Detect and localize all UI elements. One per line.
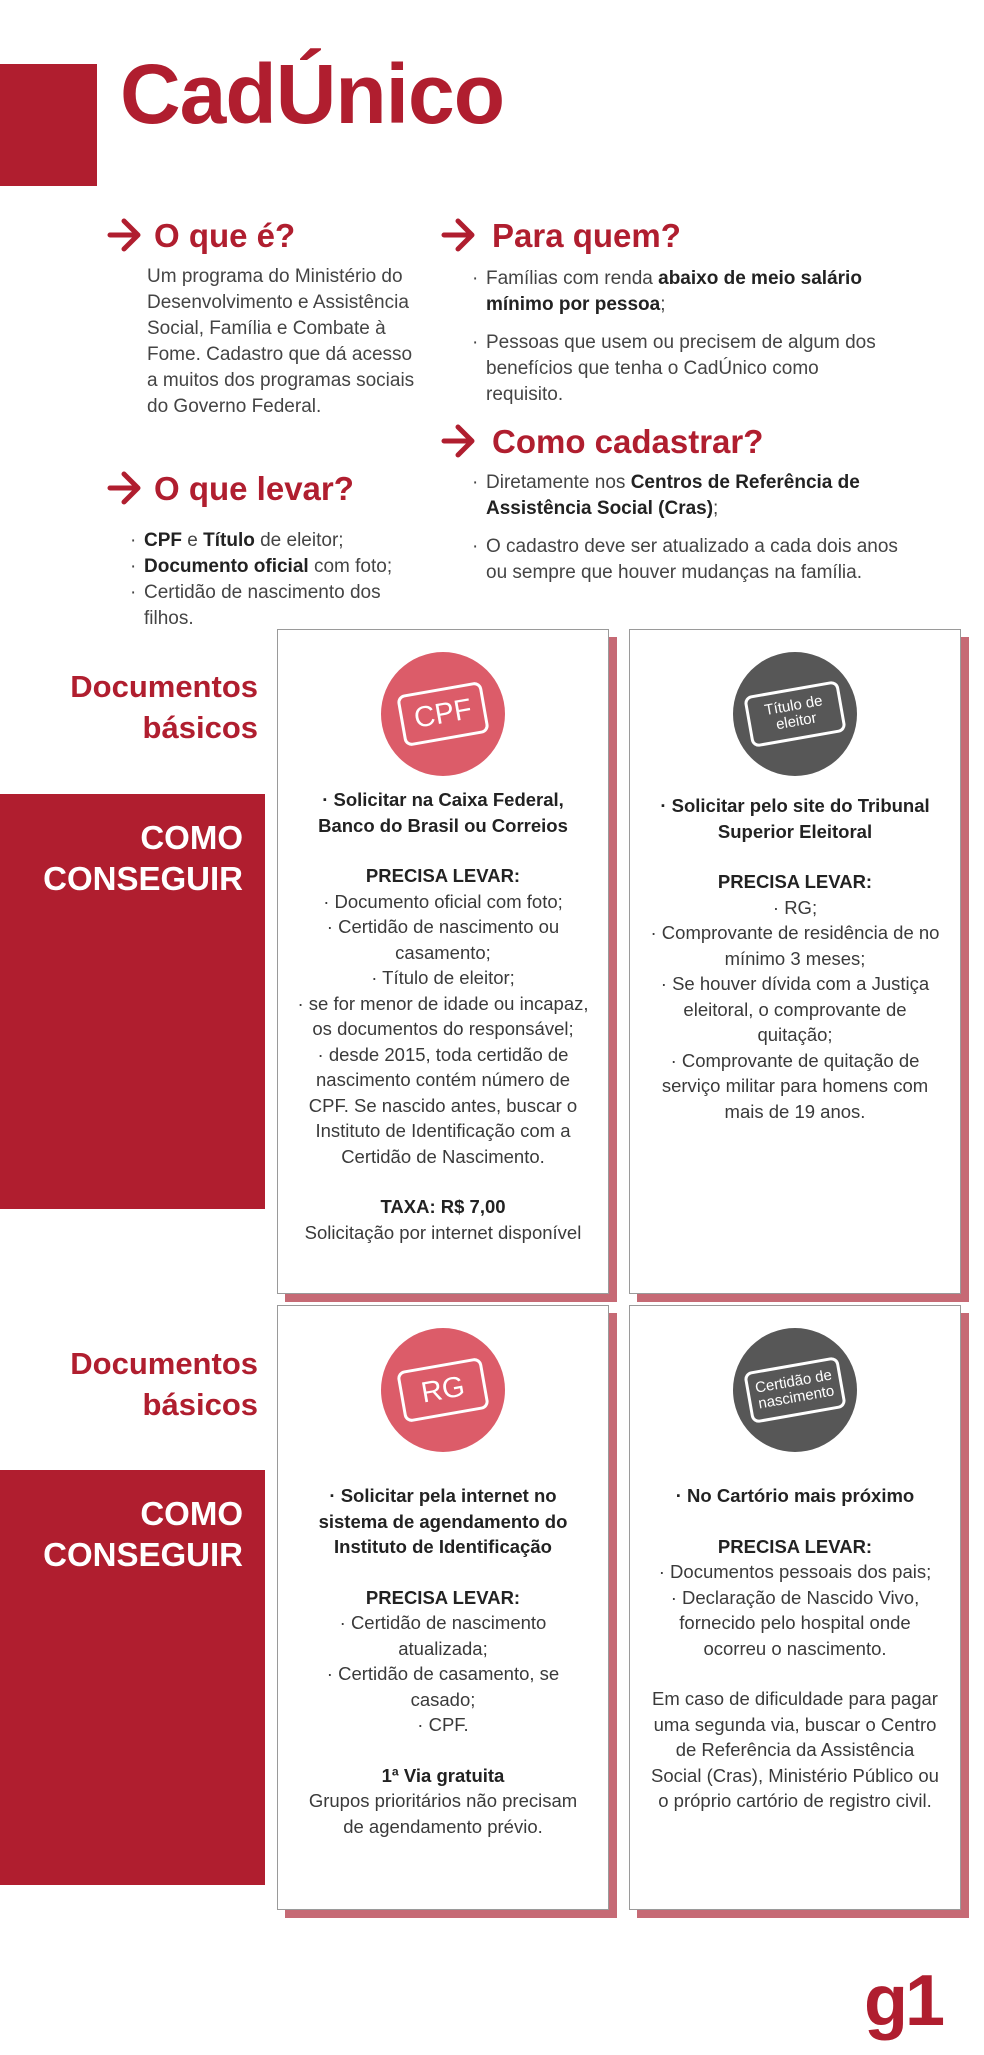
footer-note: Solicitação por internet disponível bbox=[304, 1221, 582, 1243]
arrow-right-icon bbox=[106, 217, 144, 253]
requirement-item: · Certidão de nascimento atualizada; bbox=[339, 1612, 547, 1659]
rg-card bbox=[277, 1305, 609, 1910]
como-conseguir-block bbox=[0, 794, 265, 1209]
document-card-icon: RG bbox=[396, 1357, 490, 1423]
requirement-item: · RG; bbox=[772, 896, 818, 918]
card-headline: · No Cartório mais próximo bbox=[675, 1485, 915, 1506]
documentos-basicos-label: Documentos básicos bbox=[70, 1346, 258, 1422]
cpf-card bbox=[277, 629, 609, 1294]
precisa-levar-label: PRECISA LEVAR: bbox=[365, 865, 521, 886]
requirement-item: · Título de eleitor; bbox=[371, 967, 515, 988]
card-body bbox=[648, 1483, 942, 1814]
requirement-item: · Certidão de casamento, se casado; bbox=[326, 1663, 560, 1710]
precisa-levar-label: PRECISA LEVAR: bbox=[365, 1586, 521, 1608]
page-title: CadÚnico bbox=[120, 47, 505, 141]
requirement-item: · Se houver dívida com a Justiça eleitoral, o comprovante de quitação; bbox=[660, 973, 930, 1045]
o-que-e-heading bbox=[106, 217, 295, 253]
card-body bbox=[296, 787, 590, 1245]
card-body bbox=[296, 1483, 590, 1839]
header-red-block bbox=[0, 64, 97, 186]
como-cadastrar-list bbox=[472, 470, 912, 598]
requirement-item: · desde 2015, toda certidão de nascimento contém número de CPF. Se nascido antes, buscar o Instituto de Identificação com a Certidão de Nascimento. bbox=[308, 1043, 578, 1167]
requirement-item: · Comprovante de quitação de serviço militar para homens com mais de 19 anos. bbox=[661, 1049, 929, 1122]
card-headline: · Solicitar pela internet no sistema de agendamento do Instituto de Identificação bbox=[318, 1485, 568, 1557]
precisa-levar-label: PRECISA LEVAR: bbox=[717, 871, 873, 892]
via-gratuita-label: 1ª Via gratuita bbox=[381, 1764, 505, 1786]
como-cadastrar-title: Como cadastrar? bbox=[492, 422, 764, 460]
documentos-basicos-label: Documentos básicos bbox=[70, 669, 258, 745]
o-que-levar-list bbox=[130, 528, 430, 632]
g1-logo: g1 bbox=[863, 1961, 942, 2041]
titulo-eleitor-badge bbox=[733, 652, 857, 776]
como-conseguir-label: COMO CONSEGUIR bbox=[43, 819, 243, 897]
precisa-levar-label: PRECISA LEVAR: bbox=[717, 1535, 873, 1557]
list-item: · Pessoas que usem ou precisem de algum dos benefícios que tenha o CadÚnico como requisito. bbox=[472, 330, 892, 408]
o-que-levar-heading bbox=[106, 470, 354, 506]
para-quem-title: Para quem? bbox=[492, 216, 681, 254]
como-conseguir-label: COMO CONSEGUIR bbox=[43, 1495, 243, 1573]
requirement-item: · Certidão de nascimento ou casamento; bbox=[326, 916, 560, 963]
requirement-item: · Comprovante de residência de no mínimo 3 meses; bbox=[650, 922, 940, 969]
titulo-eleitor-card bbox=[629, 629, 961, 1294]
list-item: · Certidão de nascimento dos filhos. bbox=[130, 580, 430, 632]
list-item: · Documento oficial com foto; bbox=[130, 554, 430, 580]
rg-badge bbox=[381, 1328, 505, 1452]
document-card-icon: Título de eleitor bbox=[743, 680, 847, 748]
list-item: · Diretamente nos Centros de Referência de Assistência Social (Cras); bbox=[472, 470, 912, 522]
requirement-item: · Documento oficial com foto; bbox=[323, 890, 563, 912]
taxa-label: TAXA: R$ 7,00 bbox=[380, 1196, 506, 1217]
footer-note: Em caso de dificuldade para pagar uma segunda via, buscar o Centro de Referência da Assistência Social (Cras), Ministério Público ou o próprio cartório de registro civil. bbox=[651, 1688, 939, 1811]
list-item: · CPF e Título de eleitor; bbox=[130, 528, 430, 554]
document-card-icon: CPF bbox=[396, 681, 490, 747]
requirement-item: · Declaração de Nascido Vivo, fornecido pelo hospital onde ocorreu o nascimento. bbox=[670, 1586, 920, 1659]
footer-note: Grupos prioritários não precisam de agendamento prévio. bbox=[308, 1790, 578, 1837]
o-que-levar-title: O que levar? bbox=[154, 469, 354, 507]
list-item: · O cadastro deve ser atualizado a cada dois anos ou sempre que houver mudanças na família. bbox=[472, 534, 912, 586]
certidao-nascimento-badge bbox=[733, 1328, 857, 1452]
cpf-badge bbox=[381, 652, 505, 776]
card-body bbox=[648, 793, 942, 1124]
card-headline: · Solicitar pelo site do Tribunal Superior Eleitoral bbox=[660, 795, 930, 842]
como-cadastrar-heading bbox=[440, 423, 763, 459]
o-que-e-text: Um programa do Ministério do Desenvolvimento e Assistência Social, Família e Combate à Fome. Cadastro que dá acesso a muitos dos programas sociais do Governo Federal. bbox=[147, 266, 415, 417]
o-que-e-title: O que é? bbox=[154, 216, 296, 254]
para-quem-heading bbox=[440, 217, 681, 253]
list-item: · Famílias com renda abaixo de meio salário mínimo por pessoa; bbox=[472, 266, 892, 318]
para-quem-list bbox=[472, 266, 892, 420]
card-headline: · Solicitar na Caixa Federal, Banco do Brasil ou Correios bbox=[318, 789, 568, 836]
arrow-right-icon bbox=[106, 470, 144, 506]
certidao-nascimento-card bbox=[629, 1305, 961, 1910]
como-conseguir-block bbox=[0, 1470, 265, 1885]
requirement-item: · se for menor de idade ou incapaz, os documentos do responsável; bbox=[297, 992, 589, 1039]
requirement-item: · Documentos pessoais dos pais; bbox=[658, 1561, 932, 1582]
document-card-icon: Certidão de nascimento bbox=[743, 1356, 847, 1424]
arrow-right-icon bbox=[440, 217, 478, 253]
requirement-item: · CPF. bbox=[417, 1714, 469, 1735]
arrow-right-icon bbox=[440, 423, 478, 459]
